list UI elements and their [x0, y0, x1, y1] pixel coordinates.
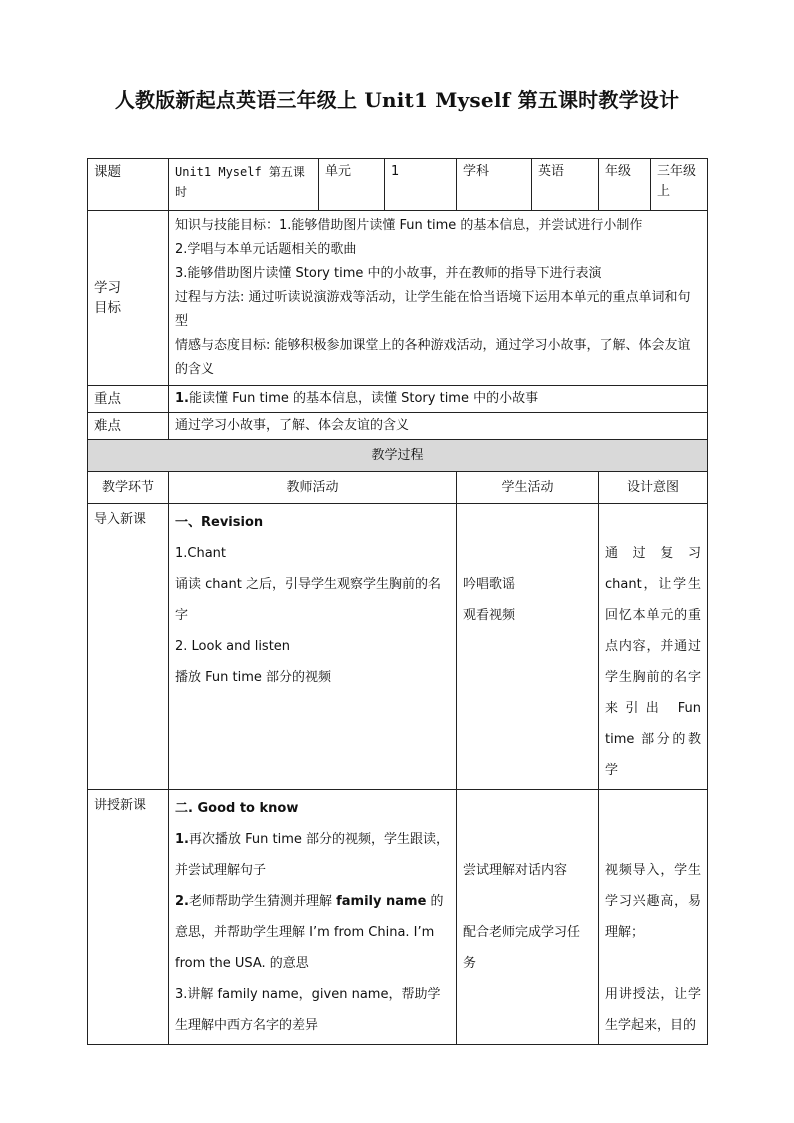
section1-student	[457, 504, 599, 790]
topic-value: Unit1 Myself 第五课时	[169, 159, 319, 211]
unit-value: 1	[385, 159, 457, 211]
section1-heading: 一、Revision	[175, 515, 264, 530]
section2-teacher-line	[175, 824, 450, 886]
section2-stage: 讲授新课	[88, 790, 169, 1045]
process-header-row	[88, 440, 708, 472]
keypoint-content	[169, 386, 708, 413]
section2-student	[457, 790, 599, 1045]
section1-teacher-line: 播放 Fun time 部分的视频	[175, 670, 332, 685]
info-row	[88, 159, 708, 211]
section1-student-line: 观看视频	[463, 608, 516, 623]
unit-label: 单元	[319, 159, 385, 211]
objectives-label-line: 学习	[94, 280, 121, 296]
difficulty-label: 难点	[88, 413, 169, 440]
difficulty-row	[88, 413, 708, 440]
section1-stage: 导入新课	[88, 504, 169, 790]
grade-value: 三年级上	[651, 159, 708, 211]
section1-row	[88, 504, 708, 790]
keypoint-text: 能读懂 Fun time 的基本信息，读懂 Story time 中的小故事	[188, 391, 539, 406]
objectives-content	[169, 211, 708, 386]
keypoint-num: 1.	[175, 391, 189, 406]
section2-student-line: 尝试理解对话内容	[463, 863, 568, 878]
keypoint-row	[88, 386, 708, 413]
col-design-header: 设计意图	[599, 472, 708, 504]
column-header-row	[88, 472, 708, 504]
keypoint-label: 重点	[88, 386, 169, 413]
lesson-plan-table	[87, 158, 708, 1045]
section1-design: 通过复习 chant，让学生回忆本单元的重点内容，并通过学生胸前的名字来引出 Fun time 部分的教学	[599, 504, 708, 790]
section2-teacher	[169, 790, 457, 1045]
section1-teacher-line: 诵读 chant 之后，引导学生观察学生胸前的名字	[175, 577, 441, 623]
objective-line: 情感与态度目标: 能够积极参加课堂上的各种游戏活动，通过学习小故事，了解、体会友谊的含义	[175, 338, 691, 377]
objective-line: 知识与技能目标：1.能够借助图片读懂 Fun time 的基本信息，并尝试进行小制作	[175, 218, 643, 233]
objective-line: 3.能够借助图片读懂 Story time 中的小故事，并在教师的指导下进行表演	[175, 266, 602, 281]
section1-student-line: 吟唱歌谣	[463, 577, 516, 592]
section2-text: 老师帮助学生猜测并理解	[188, 894, 337, 909]
section2-design-line: 视频导入，学生学习兴趣高，易理解；	[605, 863, 701, 940]
objectives-row	[88, 211, 708, 386]
section2-teacher-line: 3.讲解 family name，given name，帮助学生理解中西方名字的差异	[175, 987, 441, 1033]
section2-text: 再次播放 Fun time 部分的视频，学生跟读，并尝试理解句子	[175, 832, 449, 878]
col-student-header: 学生活动	[457, 472, 599, 504]
col-stage-header: 教学环节	[88, 472, 169, 504]
section1-teacher-line: 1.Chant	[175, 546, 227, 561]
section2-heading: 二. Good to know	[175, 801, 299, 816]
subject-value: 英语	[532, 159, 599, 211]
objective-line: 2.学唱与本单元话题相关的歌曲	[175, 242, 357, 257]
section1-teacher-line: 2. Look and listen	[175, 639, 291, 654]
grade-label: 年级	[599, 159, 651, 211]
section2-text: 的意思，并帮助学生理解 I’m from China. I’m from the USA. 的意思	[175, 894, 444, 971]
section2-teacher-line	[175, 886, 450, 979]
section2-design-line: 用讲授法，让学生学起来，目的	[605, 987, 701, 1033]
col-teacher-header: 教师活动	[169, 472, 457, 504]
objectives-label	[88, 211, 169, 386]
section2-student-line: 配合老师完成学习任务	[463, 925, 581, 971]
objectives-label-line: 目标	[94, 300, 121, 316]
subject-label: 学科	[457, 159, 532, 211]
process-header: 教学过程	[88, 440, 708, 472]
page-title: 人教版新起点英语三年级上 Unit1 Myself 第五课时教学设计	[114, 88, 680, 112]
section2-term: family name	[336, 894, 427, 909]
section2-row	[88, 790, 708, 1045]
section2-num: 1.	[175, 832, 189, 847]
section2-num: 2.	[175, 894, 189, 909]
section1-teacher	[169, 504, 457, 790]
section2-design	[599, 790, 708, 1045]
difficulty-content: 通过学习小故事，了解、体会友谊的含义	[169, 413, 708, 440]
objective-line: 过程与方法: 通过听读说演游戏等活动，让学生能在恰当语境下运用本单元的重点单词和句型	[175, 290, 691, 329]
topic-label: 课题	[88, 159, 169, 211]
